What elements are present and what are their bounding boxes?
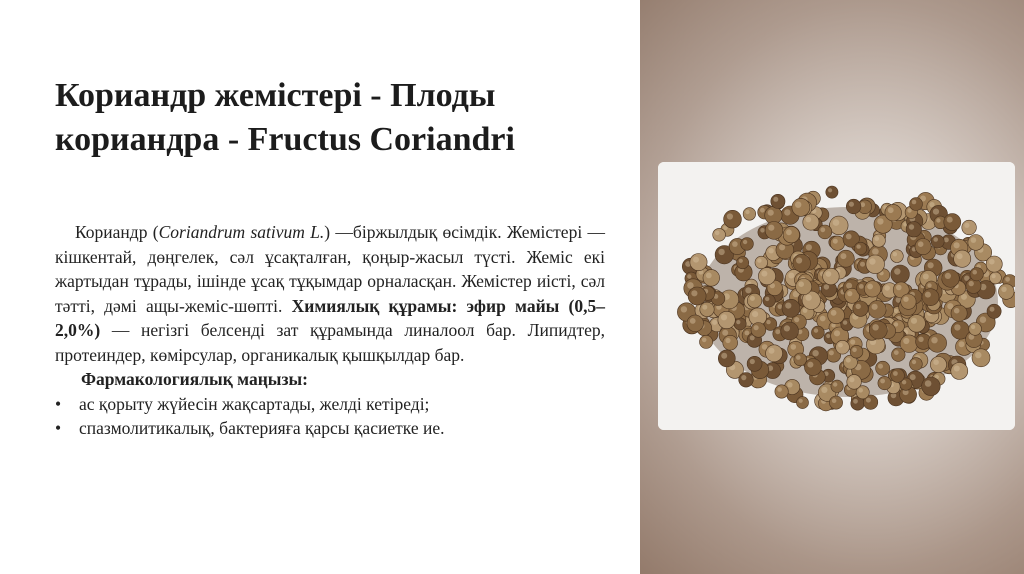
seed xyxy=(831,380,843,392)
seed-highlight xyxy=(893,371,898,376)
seed-highlight xyxy=(799,399,803,403)
slide-title: Кориандр жемістері - Плоды кориандра - Fructus Coriandri xyxy=(55,77,515,158)
seed-highlight xyxy=(794,317,799,322)
seed-highlight xyxy=(838,343,843,348)
seed xyxy=(954,250,971,267)
seed-highlight xyxy=(846,283,852,289)
seed-highlight xyxy=(894,268,900,274)
seed-highlight xyxy=(761,271,767,277)
seed xyxy=(901,294,916,309)
seed-highlight xyxy=(944,237,949,242)
seed-highlight xyxy=(961,294,967,300)
seed xyxy=(885,204,902,221)
seed xyxy=(908,315,926,333)
seed-highlight xyxy=(715,231,720,236)
seed xyxy=(868,301,886,319)
seed-highlight xyxy=(773,197,778,202)
seed-highlight xyxy=(957,253,963,259)
seed xyxy=(765,222,783,240)
slide-body xyxy=(55,220,605,441)
seed xyxy=(829,396,842,409)
seed-highlight xyxy=(718,249,724,255)
seed-highlight xyxy=(931,337,937,343)
seed xyxy=(850,345,863,358)
seed xyxy=(942,270,960,288)
latin-name: Coriandrum sativum L. xyxy=(158,222,325,242)
seed xyxy=(906,222,921,237)
seed-highlight xyxy=(927,283,931,287)
seed-highlight xyxy=(945,273,951,279)
seed xyxy=(951,363,968,380)
seed-highlight xyxy=(824,284,829,289)
seed xyxy=(837,250,854,267)
seed-highlight xyxy=(820,316,826,322)
seed-highlight xyxy=(910,374,916,380)
seed xyxy=(910,198,923,211)
seed-highlight xyxy=(869,258,875,264)
seed xyxy=(878,376,891,389)
seed-highlight xyxy=(736,320,740,324)
seed-highlight xyxy=(796,257,802,263)
seed xyxy=(891,250,904,263)
seed xyxy=(847,375,862,390)
seed xyxy=(687,315,704,332)
seed-highlight xyxy=(750,359,755,364)
seed-highlight xyxy=(989,259,995,265)
seed-highlight xyxy=(894,350,899,355)
seed-highlight xyxy=(796,355,801,360)
seed xyxy=(737,257,749,269)
seed-highlight xyxy=(787,382,792,387)
seed xyxy=(794,353,807,366)
seed-highlight xyxy=(877,218,883,224)
seed-highlight xyxy=(923,274,929,280)
seed-highlight xyxy=(894,309,898,313)
seed-highlight xyxy=(866,398,871,403)
seed-highlight xyxy=(784,325,790,331)
seed-highlight xyxy=(954,324,960,330)
seed-highlight xyxy=(971,325,975,329)
seed-highlight xyxy=(909,224,914,229)
seed-highlight xyxy=(936,218,940,222)
seed-highlight xyxy=(681,306,687,312)
seed-highlight xyxy=(859,284,864,289)
seed-highlight xyxy=(834,330,840,336)
seed xyxy=(944,214,961,231)
seed-highlight xyxy=(912,360,916,364)
seed-highlight xyxy=(768,210,774,216)
seed xyxy=(747,356,762,371)
seed-highlight xyxy=(885,285,890,290)
seed-highlight xyxy=(826,271,832,277)
seed-highlight xyxy=(847,291,852,296)
seed-highlight xyxy=(712,320,717,325)
seed xyxy=(718,311,735,328)
seed xyxy=(892,348,906,362)
seed xyxy=(922,377,941,396)
seed xyxy=(741,238,754,251)
seed-highlight xyxy=(768,225,774,231)
seed-highlight xyxy=(872,248,879,255)
seed-highlight xyxy=(722,330,728,336)
seed xyxy=(724,210,742,228)
seed-highlight xyxy=(840,253,846,259)
chemical-composition: Химиялық құрамы: эфир майы (0,5–2,0%) xyxy=(55,295,605,340)
seed-highlight xyxy=(843,320,847,324)
seed-highlight xyxy=(933,359,939,365)
seed-highlight xyxy=(803,308,808,313)
seed xyxy=(700,335,713,348)
seed xyxy=(999,284,1015,300)
seed-highlight xyxy=(969,281,974,286)
seed-highlight xyxy=(954,366,960,372)
seed-highlight xyxy=(972,270,977,275)
seed-highlight xyxy=(907,208,911,212)
seed-highlight xyxy=(853,399,858,404)
seed-highlight xyxy=(902,380,906,384)
seed-highlight xyxy=(769,348,775,354)
seed-highlight xyxy=(814,328,818,332)
seed-highlight xyxy=(833,382,837,386)
seed-highlight xyxy=(791,344,797,350)
seed-highlight xyxy=(760,228,765,233)
seed-highlight xyxy=(875,236,880,241)
seed-highlight xyxy=(691,290,697,296)
seed-highlight xyxy=(896,285,902,291)
seed-highlight xyxy=(893,252,897,256)
seed-highlight xyxy=(788,273,794,279)
seed xyxy=(915,239,931,255)
seed-highlight xyxy=(765,297,769,301)
seed-highlight xyxy=(721,353,727,359)
seed xyxy=(690,254,707,271)
seed-highlight xyxy=(918,337,923,342)
seed-highlight xyxy=(752,311,758,317)
seed-highlight xyxy=(860,262,865,267)
seed-highlight xyxy=(872,324,878,330)
seed-highlight xyxy=(806,244,812,250)
seed-highlight xyxy=(849,202,854,207)
seed-highlight xyxy=(798,281,804,287)
seed xyxy=(864,281,880,297)
seed xyxy=(700,302,714,316)
seeds-image xyxy=(658,162,1015,430)
seed xyxy=(891,265,910,284)
seed-highlight xyxy=(739,259,743,263)
seed-highlight xyxy=(833,239,838,244)
seed-highlight xyxy=(959,341,965,347)
seed-highlight xyxy=(706,273,712,279)
seed-highlight xyxy=(912,200,917,205)
seed-highlight xyxy=(832,398,837,403)
seed xyxy=(866,255,885,274)
seed-highlight xyxy=(785,303,791,309)
seed-highlight xyxy=(743,240,747,244)
seed-highlight xyxy=(757,258,761,262)
seed xyxy=(989,272,1001,284)
seed xyxy=(836,340,850,354)
seed xyxy=(854,242,867,255)
list-item: • ас қорыту жүйесін жақсартады, желді кетіреді; xyxy=(55,392,605,417)
seed-highlight xyxy=(693,257,699,263)
seed-highlight xyxy=(777,387,782,392)
seed-highlight xyxy=(732,241,738,247)
seed xyxy=(830,236,844,250)
seed xyxy=(751,323,766,338)
seed-highlight xyxy=(831,310,837,316)
seed-highlight xyxy=(750,296,755,301)
seed xyxy=(796,279,812,295)
seed-highlight xyxy=(903,338,909,344)
seed xyxy=(830,216,849,235)
seed-highlight xyxy=(778,304,783,309)
seed xyxy=(986,256,1002,272)
seed-highlight xyxy=(829,350,834,355)
seed xyxy=(972,349,990,367)
seed-highlight xyxy=(867,284,873,290)
pharmacology-list xyxy=(55,392,605,441)
seed xyxy=(812,326,825,339)
seed-highlight xyxy=(806,217,812,223)
seed-highlight xyxy=(954,308,960,314)
seed xyxy=(771,194,785,208)
seed-highlight xyxy=(727,213,733,219)
seed-highlight xyxy=(784,209,790,215)
seed xyxy=(792,198,810,216)
seed xyxy=(793,254,811,272)
seed xyxy=(823,268,840,285)
seed xyxy=(869,321,887,339)
seed xyxy=(734,318,746,330)
seed-highlight xyxy=(928,262,934,268)
seed-highlight xyxy=(846,234,852,240)
seed-highlight xyxy=(849,377,854,382)
seed-highlight xyxy=(745,287,751,293)
seed-highlight xyxy=(786,229,792,235)
seed xyxy=(739,373,754,388)
seed xyxy=(970,268,983,281)
seed xyxy=(826,186,838,198)
seed xyxy=(723,335,738,350)
seed-highlight xyxy=(992,274,996,278)
seed-highlight xyxy=(1005,277,1010,282)
seed-highlight xyxy=(971,237,977,243)
seed-highlight xyxy=(807,362,813,368)
seed-highlight xyxy=(741,375,746,380)
seed xyxy=(818,225,832,239)
seed-highlight xyxy=(947,217,953,223)
seed xyxy=(775,385,788,398)
para-text-2: ) —біржылдық өсімдік. Жемістері — кішкентай, дөңгелек, сәл ұсақталған, қоңыр-жасыл түсті. Жеміс екі жартыдан тұрады, ішінде ұсақ тұқымдар орналасқан. Жемістер иісті, сәл тәтті, дәмі ащы-жеміс-шөпті. xyxy=(55,222,605,316)
seed-highlight xyxy=(754,325,759,330)
seed-highlight xyxy=(687,282,694,289)
seed-highlight xyxy=(925,292,931,298)
coriander-seeds-photo xyxy=(658,162,1015,430)
seed xyxy=(743,208,756,221)
seed xyxy=(962,220,977,235)
seed xyxy=(783,227,799,243)
seed-highlight xyxy=(687,274,691,278)
seed-highlight xyxy=(894,322,898,326)
seed-highlight xyxy=(929,202,934,207)
seed-highlight xyxy=(702,338,707,343)
pharmacology-heading: Фармакологиялық маңызы: xyxy=(81,369,308,389)
seed xyxy=(922,289,939,306)
seed xyxy=(713,228,726,241)
seed xyxy=(803,214,819,230)
seed xyxy=(910,358,923,371)
seed xyxy=(951,305,967,321)
seed xyxy=(987,304,1001,318)
seed xyxy=(872,234,885,247)
seed-highlight xyxy=(911,318,917,324)
seed xyxy=(718,350,735,367)
seed-highlight xyxy=(1001,287,1006,292)
para-text-1: Кориандр ( xyxy=(75,222,159,242)
seed-highlight xyxy=(975,352,981,358)
seed-highlight xyxy=(888,207,894,213)
seed-highlight xyxy=(833,219,840,226)
seed-highlight xyxy=(702,305,707,310)
seed xyxy=(703,270,720,287)
seed-highlight xyxy=(903,297,908,302)
seed-highlight xyxy=(812,350,818,356)
seed-highlight xyxy=(795,202,801,208)
seed xyxy=(747,293,762,308)
seed xyxy=(688,287,706,305)
seed-highlight xyxy=(745,210,749,214)
seed xyxy=(968,235,984,251)
seed-highlight xyxy=(821,387,827,393)
seed-highlight xyxy=(826,334,830,338)
seed-highlight xyxy=(872,304,878,310)
seed-highlight xyxy=(828,188,832,192)
para-text-3: — негізгі белсенді зат құрамында линалоол бар. Липидтер, протеиндер, көмірсулар, органикалық қышқылдар бар. xyxy=(55,320,605,365)
seed-highlight xyxy=(880,379,885,384)
seed-highlight xyxy=(768,248,773,253)
seed xyxy=(758,268,775,285)
seed-highlight xyxy=(725,338,730,343)
seed-highlight xyxy=(852,348,857,353)
seed xyxy=(805,359,822,376)
seed xyxy=(891,369,905,383)
seed xyxy=(781,322,799,340)
seed-highlight xyxy=(690,318,696,324)
seed-highlight xyxy=(766,320,770,324)
seed-highlight xyxy=(805,294,811,300)
seed xyxy=(828,307,845,324)
seed xyxy=(969,323,982,336)
list-item: • спазмолитикалық, бактерияға қарсы қасиетке ие. xyxy=(55,416,605,441)
seed-highlight xyxy=(721,314,727,320)
seed xyxy=(928,334,947,353)
seed-highlight xyxy=(856,244,860,248)
seed xyxy=(931,235,944,248)
seed-highlight xyxy=(990,307,995,312)
seed-highlight xyxy=(964,223,969,228)
seed xyxy=(763,295,775,307)
seed-highlight xyxy=(846,358,851,363)
seed-highlight xyxy=(858,388,863,393)
seed-highlight xyxy=(925,380,932,387)
seed xyxy=(876,361,890,375)
seed xyxy=(930,357,946,373)
seed xyxy=(782,299,800,317)
seed xyxy=(797,397,809,409)
seed-highlight xyxy=(856,304,861,309)
seed-highlight xyxy=(980,316,987,323)
seed xyxy=(853,301,868,316)
seed-highlight xyxy=(933,209,939,215)
seed-highlight xyxy=(954,242,960,248)
seed-highlight xyxy=(760,208,765,213)
seed-highlight xyxy=(918,241,924,247)
seed-highlight xyxy=(878,364,883,369)
seed xyxy=(846,199,861,214)
seed xyxy=(766,345,783,362)
seed-highlight xyxy=(779,244,785,250)
seed-highlight xyxy=(775,329,780,334)
seed-highlight xyxy=(745,331,750,336)
seed xyxy=(755,256,768,269)
description-paragraph xyxy=(55,220,605,367)
seed-highlight xyxy=(820,227,825,232)
seed-highlight xyxy=(933,237,938,242)
seed-highlight xyxy=(850,339,855,344)
